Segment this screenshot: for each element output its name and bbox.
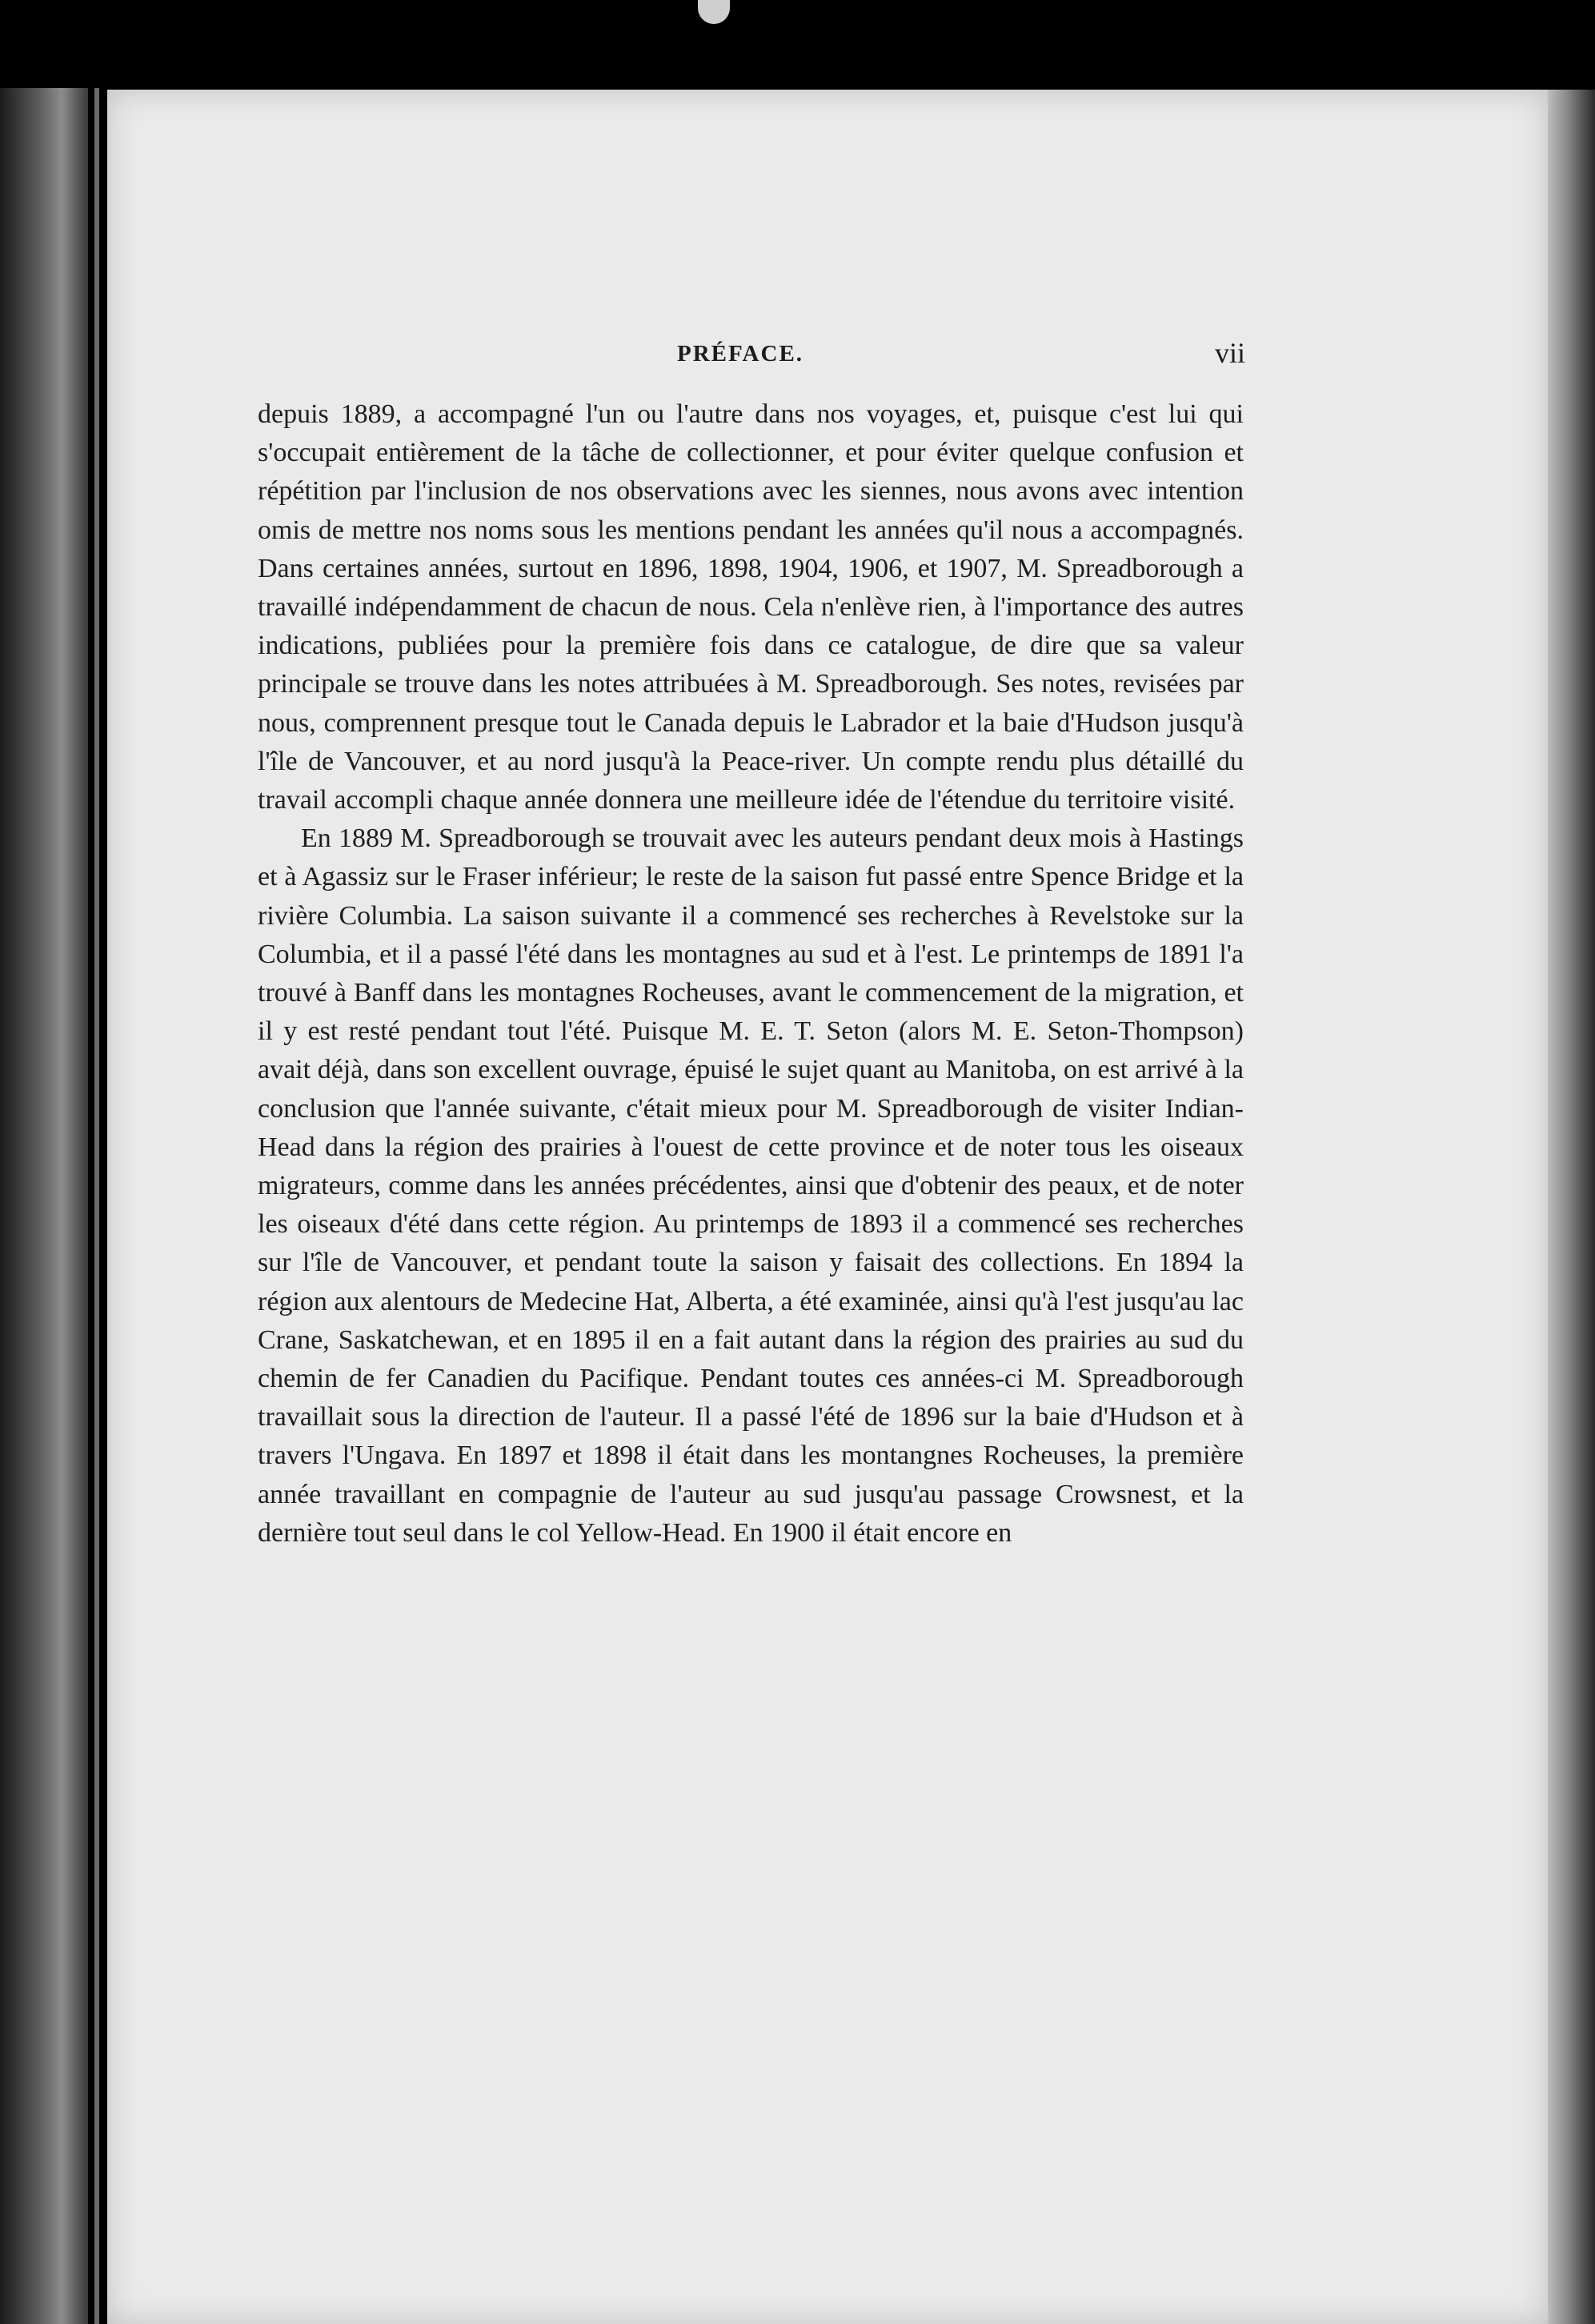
page-number: vii (1214, 337, 1245, 369)
running-title: PRÉFACE. (677, 341, 804, 367)
page-header (253, 336, 1245, 381)
paragraph: En 1889 M. Spreadborough se trouvait avec les auteurs pendant deux mois à Hastings et à Agassiz sur le Fraser inférieur; le reste de la saison fut passé entre Spence Bridge et la rivière Columbia. La saison suivante il a commencé ses recherches à Revelstoke sur la Columbia, et il a passé l'été dans les montagnes au sud et à l'est. Le printemps de 1891 l'a trouvé à Banff dans les montagnes Rocheuses, avant le commencement de la migration, et il y est resté pendant tout l'été. Puisque M. E. T. Seton (alors M. E. Seton-Thompson) avait déjà, dans son excellent ouvrage, épuisé le sujet quant au Manitoba, on est arrivé à la conclusion que l'année suivante, c'était mieux pour M. Spreadborough de visiter Indian-Head dans la région des prairies à l'ouest de cette province et de noter tous les oiseaux migrateurs, comme dans les années précédentes, ainsi que d'obtenir des peaux, et de noter les oiseaux d'été dans cette région. Au printemps de 1893 il a commencé ses recherches sur l'île de Vancouver, et pendant toute la saison y faisait des collections. En 1894 la région aux alentours de Medecine Hat, Alberta, a été examinée, ainsi qu'à l'est jusqu'au lac Crane, Saskatchewan, et en 1895 il en a fait autant dans la région des prairies au sud du chemin de fer Canadien du Pacifique. Pendant toutes ces années-ci M. Spreadborough travaillait sous la direction de l'auteur. Il a passé l'été de 1896 sur la baie d'Hudson et à travers l'Ungava. En 1897 et 1898 il était dans les montangnes Rocheuses, la première année travaillant en compagnie de l'auteur au sud jusqu'au passage Crowsnest, et la dernière tout seul dans le col Yellow-Head. En 1900 il était encore en (258, 823, 1244, 1548)
body-text (258, 395, 1244, 1553)
page-gutter (94, 88, 99, 2324)
paragraph-continued: depuis 1889, a accompagné l'un ou l'autre dans nos voyages, et, puisque c'est lui qui s'occupait entièrement de la tâche de collectionner, et pour éviter quelque confusion et répétition par l'inclusion de nos observations avec les siennes, nous avons avec intention omis de mettre nos noms sous les mentions pendant les années qu'il nous a accompagnés. Dans certaines années, surtout en 1896, 1898, 1904, 1906, et 1907, M. Spreadborough a travaillé indépendamment de chacun de nous. Cela n'enlève rien, à l'importance des autres indications, publiées pour la première fois dans ce catalogue, de dire que sa valeur principale se trouve dans les notes attribuées à M. Spreadborough. Ses notes, revisées par nous, comprennent presque tout le Canada depuis le Labrador et la baie d'Hudson jusqu'à l'île de Vancouver, et au nord jusqu'à la Peace-river. Un compte rendu plus détaillé du travail accompli chaque année donnera une meilleure idée de l'étendue du territoire visité. (258, 399, 1244, 815)
previous-page-edge (0, 88, 88, 2324)
binding-mark (698, 0, 730, 24)
page-fold-shadow (1548, 90, 1595, 2324)
